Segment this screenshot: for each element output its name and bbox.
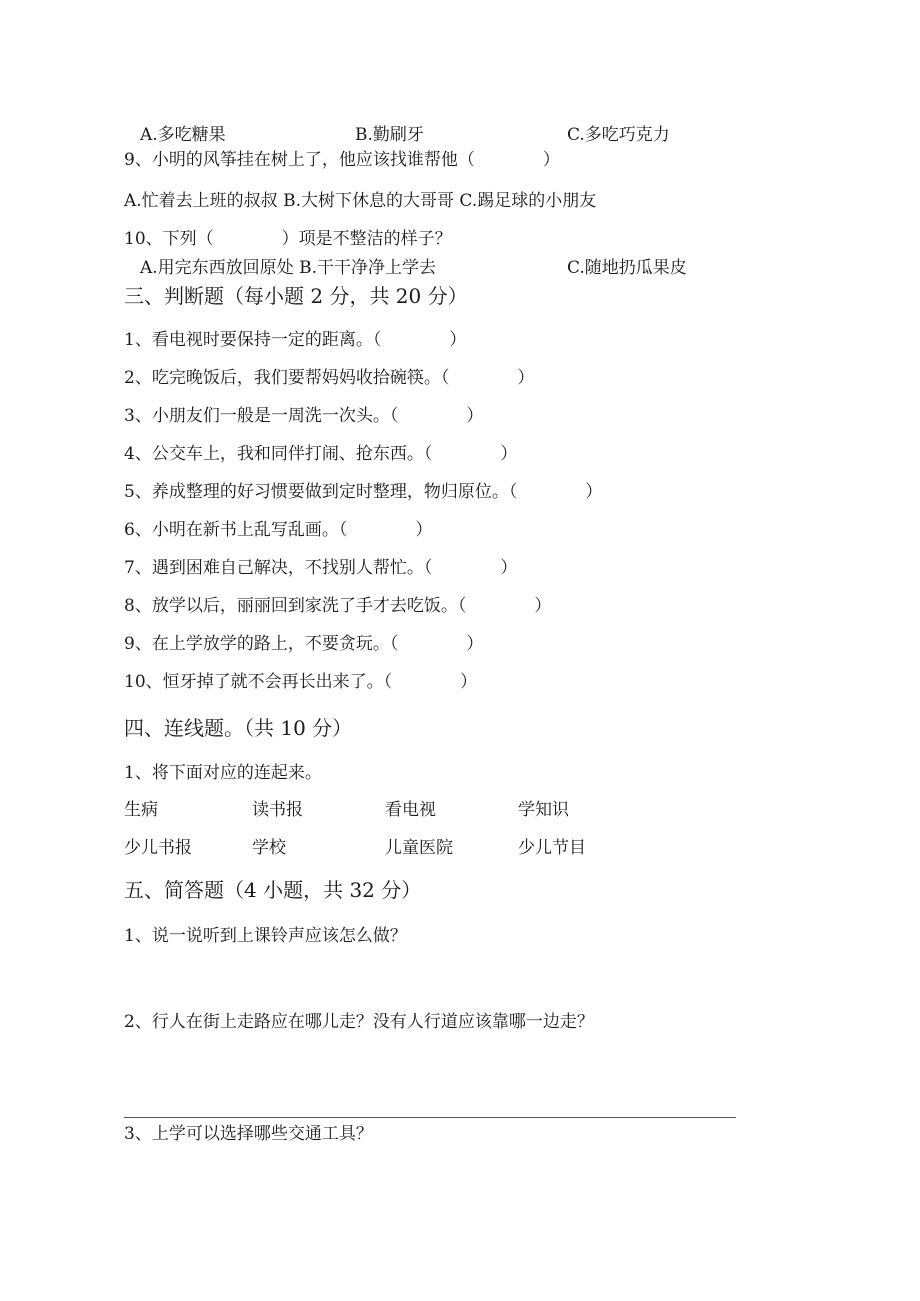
- judge-item-4: 4、公交车上，我和同伴打闹、抢东西。（ ）: [124, 444, 518, 464]
- short-answer-1: 1、说一说听到上课铃声应该怎么做？: [124, 926, 407, 946]
- match-item: 学校: [252, 838, 286, 858]
- q10-question: 10、下列（ ）项是不整洁的样子？: [124, 229, 452, 249]
- section5-title: 五、简答题（4 小题，共 32 分）: [124, 878, 422, 902]
- judge-item-2: 2、吃完晚饭后，我们要帮妈妈收拾碗筷。（ ）: [124, 368, 535, 388]
- q8-option-b: B.勤刷牙: [355, 125, 424, 145]
- judge-item-8: 8、放学以后，丽丽回到家洗了手才去吃饭。（ ）: [124, 596, 552, 616]
- judge-item-5: 5、养成整理的好习惯要做到定时整理，物归原位。（ ）: [124, 482, 603, 502]
- section4-title: 四、连线题。（共 10 分）: [124, 716, 353, 740]
- match-question: 1、将下面对应的连起来。: [124, 763, 322, 783]
- match-item: 少儿节目: [518, 838, 586, 858]
- short-answer-3: 3、上学可以选择哪些交通工具？: [124, 1124, 373, 1144]
- q10-option-c: C.随地扔瓜果皮: [567, 258, 687, 278]
- judge-item-3: 3、小朋友们一般是一周洗一次头。（ ）: [124, 406, 484, 426]
- judge-item-7: 7、遇到困难自己解决，不找别人帮忙。（ ）: [124, 558, 518, 578]
- q10-option-ab: A.用完东西放回原处 B.干干净净上学去: [140, 258, 436, 278]
- answer-line: [124, 1117, 736, 1118]
- section3-title: 三、判断题（每小题 2 分，共 20 分）: [124, 284, 468, 308]
- q8-option-a: A.多吃糖果: [140, 125, 226, 145]
- judge-item-9: 9、在上学放学的路上，不要贪玩。（ ）: [124, 634, 484, 654]
- judge-item-1: 1、看电视时要保持一定的距离。（ ）: [124, 330, 467, 350]
- judge-item-6: 6、小明在新书上乱写乱画。（ ）: [124, 520, 433, 540]
- match-item: 读书报: [252, 800, 303, 820]
- q8-option-c: C.多吃巧克力: [567, 125, 670, 145]
- q9-question: 9、小明的风筝挂在树上了，他应该找谁帮他（ ）: [124, 150, 560, 170]
- match-item: 生病: [124, 800, 158, 820]
- match-item: 少儿书报: [124, 838, 192, 858]
- match-item: 儿童医院: [385, 838, 453, 858]
- match-item: 学知识: [518, 800, 569, 820]
- short-answer-2: 2、行人在街上走路应在哪儿走？没有人行道应该靠哪一边走？: [124, 1012, 594, 1032]
- match-item: 看电视: [385, 800, 436, 820]
- judge-item-10: 10、恒牙掉了就不会再长出来了。（ ）: [124, 672, 478, 692]
- q9-options: A.忙着去上班的叔叔 B.大树下休息的大哥哥 C.踢足球的小朋友: [124, 191, 597, 211]
